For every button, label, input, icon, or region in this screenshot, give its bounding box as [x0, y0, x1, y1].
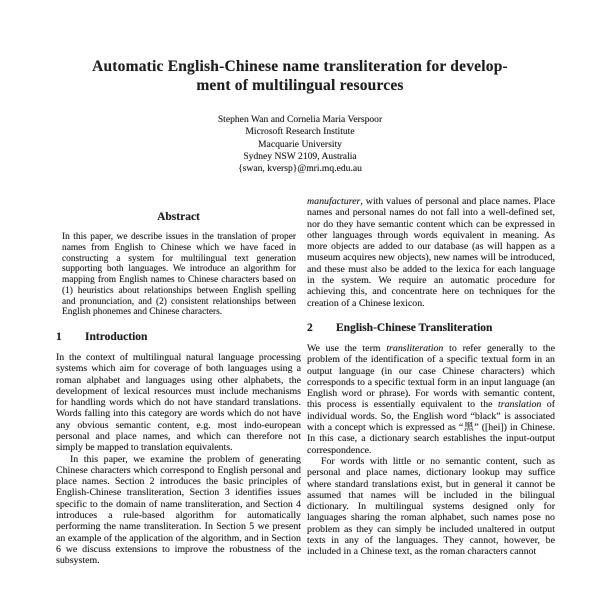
left-column — [56, 197, 301, 600]
affiliation-university: Macquarie University — [258, 138, 342, 150]
section-2-paragraph-1: We use the term transliteration to refer generally to the problem of the identification of a specific textual form in an output language (in our case Chinese characters) which corresponds to a specific textual form in an input language (an English word or phrase). For words with semantic content, this process is essentially equivalent to the translation of individual words. So, the English word “black” is associated with a concept which is expressed as “黑” ([hei]) in Chinese. In this case, a dictionary search establishes the input-output correspondence. — [307, 342, 555, 456]
intro-paragraph-2: In this paper, we examine the problem of generating Chinese characters which correspond to English personal and place names. Section 2 introduces the basic principles of English-Chinese transliteration, Section 3 identifies issues specific to the domain of name transliteration, and Section 4 introduces a rule-based algorithm for automatically performing the name transliteration. In Section 5 we present an example of the application of the algorithm, and in Section 6 we discuss extensions to improve the robustness of the subsystem. — [56, 453, 301, 567]
abstract-heading: Abstract — [157, 211, 200, 223]
author-email: {swan, kversp}@mri.mq.edu.au — [238, 163, 362, 175]
author-block — [0, 114, 600, 175]
section-1-heading — [56, 331, 301, 344]
affiliation-institute: Microsoft Research Institute — [245, 126, 355, 138]
section-2-number: 2 — [307, 321, 313, 334]
section-2-heading — [307, 322, 555, 335]
section-2-title: English-Chinese Transliteration — [336, 321, 493, 334]
intro-paragraph-1: In the context of multilingual natural language processing systems which aim for coverage of both languages using a roman alphabet and languages using other alphabets, the development of lexical resources must include mechanisms for handling words which do not have standard translations. Words falling into this category are words which do not have any obvious semantic content, e.g. most indo-european personal and place names, and which can therefore not simply be mapped to translation equivalents. — [56, 351, 301, 454]
section-1-title: Introduction — [85, 330, 148, 343]
continuation-paragraph: manufacturer, with values of personal and place names. Place names and personal names do not fall into a well-defined set, nor do they have semantic content which can be expressed in other languages through words equivalent in meaning. As more objects are added to our database (as will happen as a museum acquires new objects), new names will be introduced, and these must also be added to the lexica for each language in the system. We require an automatic procedure for achieving this, and concentrate here on techniques for the creation of a Chinese lexicon. — [307, 196, 555, 309]
paper-title-line-2: ment of multilingual resources — [196, 77, 404, 94]
affiliation-address: Sydney NSW 2109, Australia — [243, 150, 357, 162]
abstract-body: In this paper, we describe issues in the translation of proper names from English to Chinese which we have faced in constructing a system for multilingual text generation supporting both languages. We introduce an algorithm for mapping from English names to Chinese characters based on (1) heuristics about relationships between English spelling and pronunciation, and (2) consistent relationships between English phonemes and Chinese characters. — [62, 232, 296, 318]
right-column — [307, 192, 555, 600]
section-1-number: 1 — [56, 330, 62, 343]
author-names: Stephen Wan and Cornelia Maria Verspoor — [217, 114, 383, 125]
section-2-paragraph-2: For words with little or no semantic content, such as personal and place names, dictionary lookup may suffice where standard translations exist, but in general it cannot be assumed that names will be included in the bilingual dictionary. In multilingual systems designed only for languages sharing the roman alphabet, such names pose no problem as they can simply be included unaltered in output texts in any of the languages. They cannot, however, be included in a Chinese text, as the roman characters cannot — [307, 455, 555, 558]
paper-title — [0, 57, 600, 95]
paper-title-line-1: Automatic English-Chinese name transliteration for develop- — [92, 58, 508, 75]
